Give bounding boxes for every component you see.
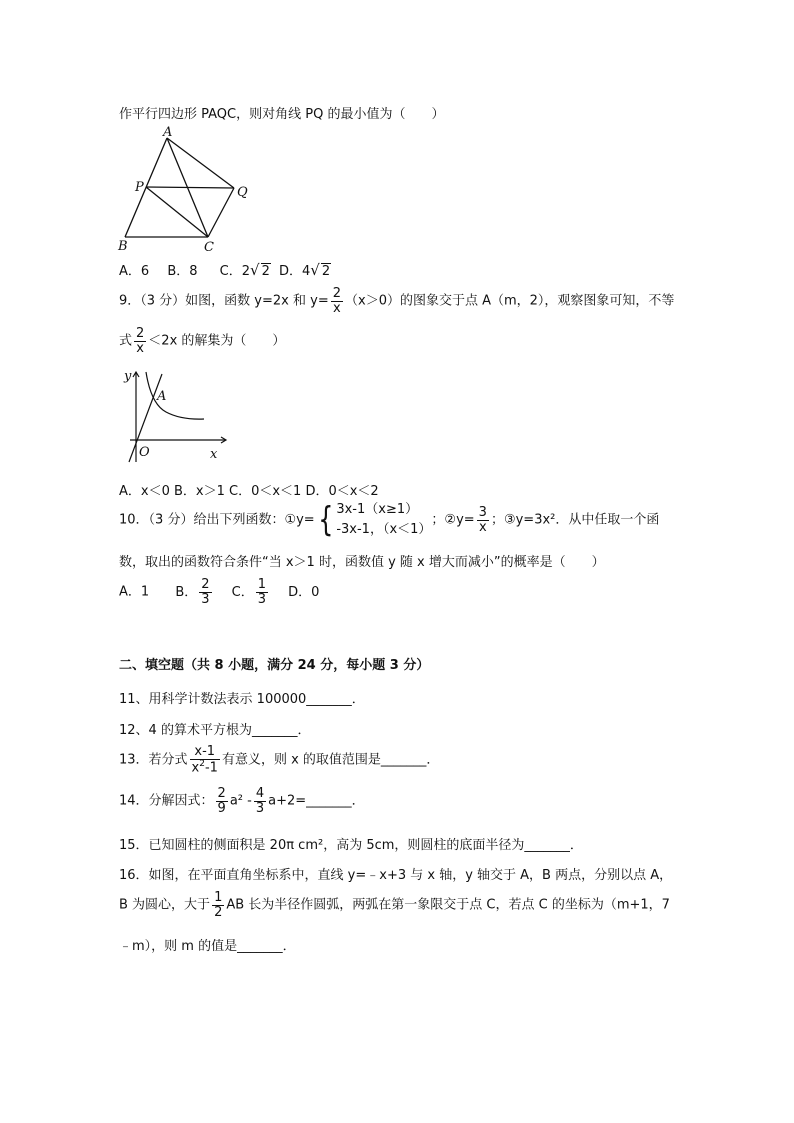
q8-option-d: D．4√ 2 [279,261,331,279]
graph-label-x: x [210,447,218,462]
label-P: P [135,180,144,195]
q13-fraction: $\frac{x-1}{x^2-1}$ [191,744,218,775]
q16-line3: ﹣m），则 m 的值是_______． [119,939,296,954]
q8-stem: 作平行四边形 PAQC，则对角线 PQ 的最小值为（ ） [119,107,445,122]
q9-function-graph [118,366,230,464]
q10-option-b: B． $\frac{2}{3}$ [175,577,210,607]
section-title-fill-in: 二、填空题（共 8 小题，满分 24 分，每小题 3 分） [119,658,430,673]
q9-line2: 式 $\frac{2}{x}$ ＜2x 的解集为（ ） [119,326,286,356]
graph-label-A: A [157,389,167,404]
q16-line1: 16．如图，在平面直角坐标系中，直线 y=﹣x+3 与 x 轴，y 轴交于 A，B 两点，分别以点 A， [119,868,673,883]
q8-parallelogram-figure [110,124,260,259]
q10-option-c: C． $\frac{1}{3}$ [231,577,267,607]
q10-options [119,578,319,606]
q13: 13．若分式 $\frac{x-1}{x^2-1}$ 有意义，则 x 的取值范围是_______． [119,744,440,775]
q10-option-a: A．1 [119,584,150,600]
q8-option-a: A．6 [119,264,150,279]
q16-line2: B 为圆心，大于 $\frac{1}{2}$ AB 长为半径作圆弧，两弧在第一象限交于点 C，若点 C 的坐标为（m+1，7 [119,890,670,920]
q11: 11、用科学计数法表示 100000_______． [119,692,365,707]
q10-fraction: $\frac{3}{x}$ [478,505,487,535]
q10-option-d: D．0 [288,584,320,600]
q10-line1: 10．（3 分）给出下列函数：①y={ 3x-1（x≥1） -3x-1，（x＜1） ；②y= $\frac{3}{x}$ ；③y=3x²．从中任取一个函 [119,500,660,541]
label-Q: Q [237,185,248,200]
graph-label-y: y [124,369,132,384]
graph-label-O: O [139,445,150,460]
q9-options: A．x＜0 B．x＞1 C．0＜x＜1 D．0＜x＜2 [119,484,379,499]
q14-fraction-1: $\frac{2}{9}$ [217,786,226,816]
q14-fraction-2: $\frac{4}{3}$ [255,786,265,816]
q8-options [119,260,331,279]
label-C: C [204,240,214,255]
q16-fraction: $\frac{1}{2}$ [214,890,223,920]
q10-piecewise: 3x-1（x≥1） -3x-1，（x＜1） [336,502,432,538]
q14: 14．分解因式： $\frac{2}{9}$ a² - $\frac{4}{3}$ a+2=_______． [119,786,365,816]
q8-option-b: B．8 [167,264,198,279]
q15: 15．已知圆柱的侧面积是 20π cm²，高为 5cm，则圆柱的底面半径为_______． [119,838,583,853]
label-A: A [163,125,173,140]
q8-option-c: C．2√ 2 [219,261,270,279]
q10-line2: 数，取出的函数符合条件“当 x＞1 时，函数值 y 随 x 增大而减小”的概率是（ ） [119,555,605,570]
q12: 12、4 的算术平方根为_______． [119,723,311,738]
q9-fraction-2: $\frac{2}{x}$ [136,326,145,356]
label-B: B [118,239,128,254]
q9-line1: 9．（3 分）如图，函数 y=2x 和 y= $\frac{2}{x}$ （x＞0）的图象交于点 A（m，2），观察图象可知，不等 [119,286,675,316]
q9-fraction-1: $\frac{2}{x}$ [332,286,341,316]
